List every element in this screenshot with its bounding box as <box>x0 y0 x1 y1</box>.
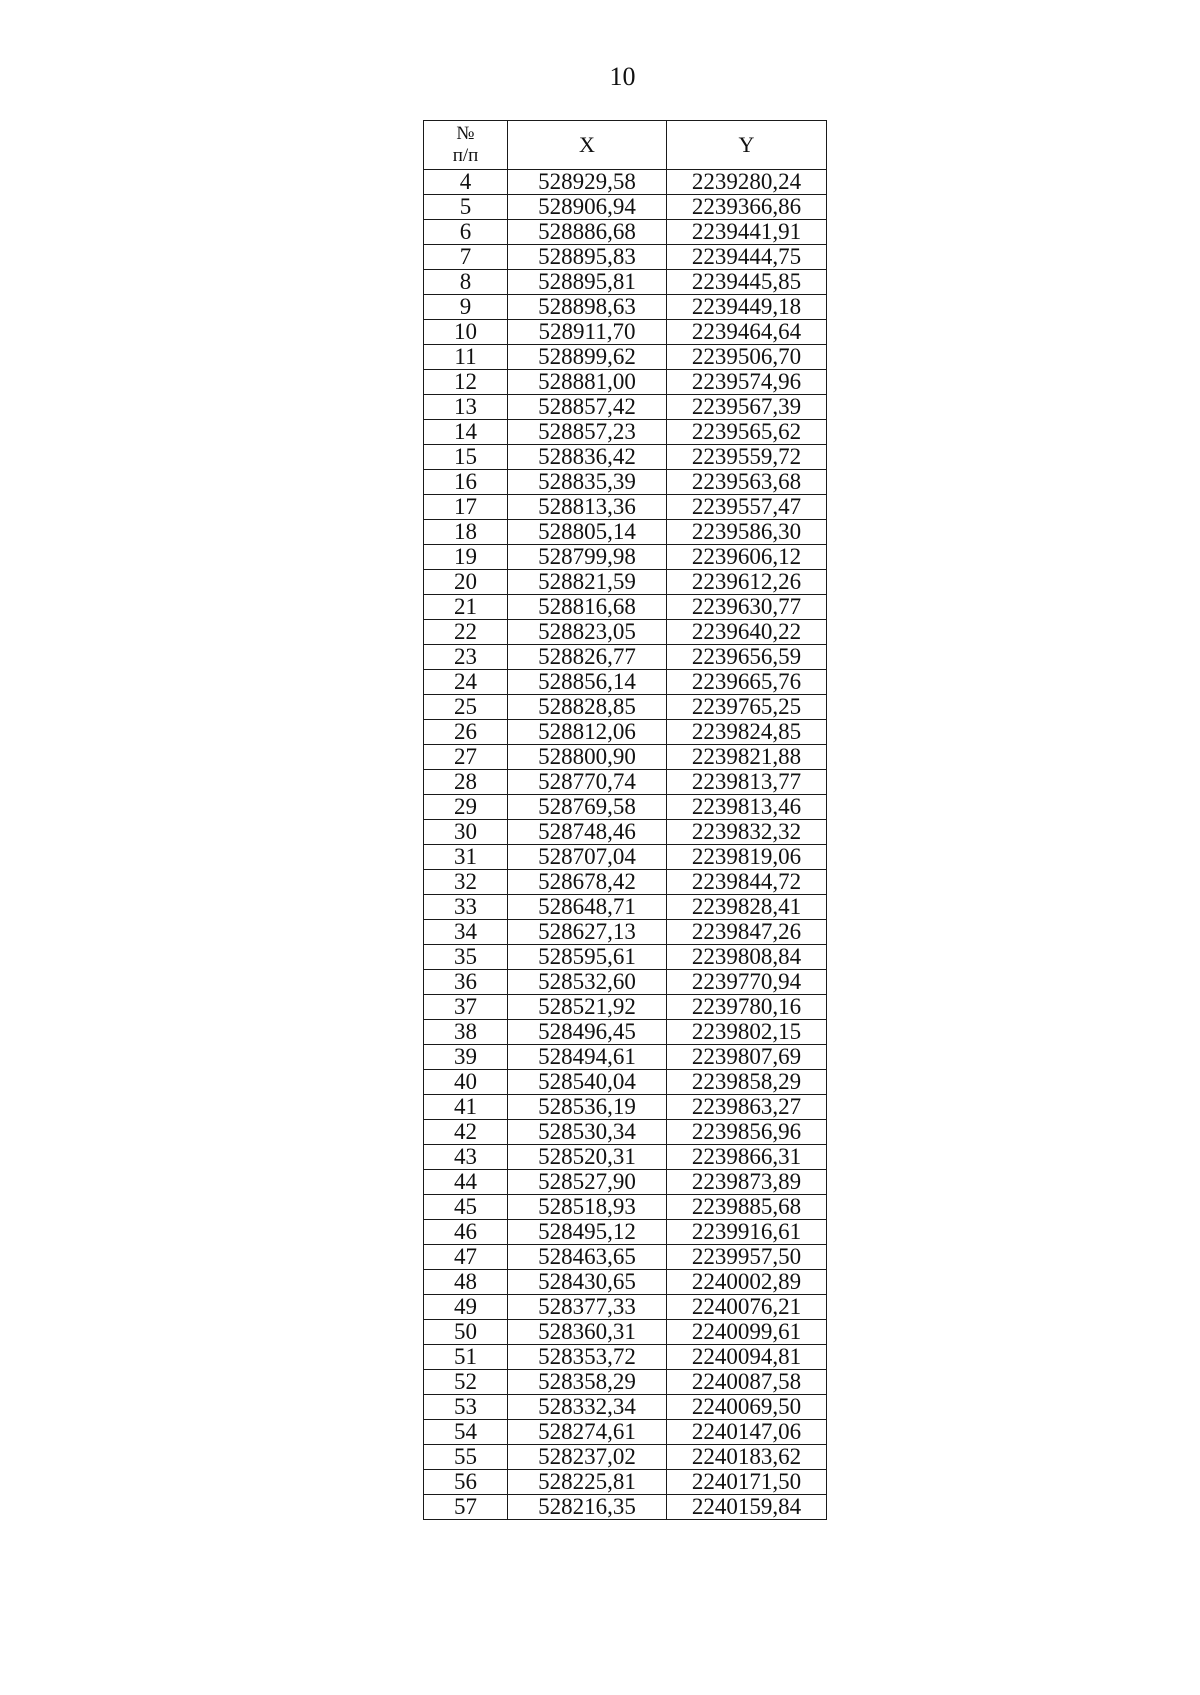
y-coordinate-cell: 2239464,64 <box>667 320 827 345</box>
table-row <box>424 370 827 395</box>
table-row <box>424 1095 827 1120</box>
y-coordinate-cell: 2239916,61 <box>667 1220 827 1245</box>
table-row <box>424 920 827 945</box>
row-number-cell: 50 <box>424 1320 508 1345</box>
y-coordinate-cell: 2239807,69 <box>667 1045 827 1070</box>
row-number-cell: 14 <box>424 420 508 445</box>
x-coordinate-cell: 528496,45 <box>508 1020 667 1045</box>
table-row <box>424 545 827 570</box>
table-header <box>424 121 827 170</box>
x-coordinate-cell: 528886,68 <box>508 220 667 245</box>
header-number <box>424 121 508 170</box>
x-coordinate-cell: 528540,04 <box>508 1070 667 1095</box>
row-number-cell: 42 <box>424 1120 508 1145</box>
table-row <box>424 470 827 495</box>
row-number-cell: 49 <box>424 1295 508 1320</box>
x-coordinate-cell: 528536,19 <box>508 1095 667 1120</box>
y-coordinate-cell: 2239813,77 <box>667 770 827 795</box>
row-number-cell: 23 <box>424 645 508 670</box>
row-number-cell: 47 <box>424 1245 508 1270</box>
header-number-abbr: п/п <box>452 145 479 166</box>
table-row <box>424 395 827 420</box>
table-row <box>424 995 827 1020</box>
x-coordinate-cell: 528748,46 <box>508 820 667 845</box>
row-number-cell: 6 <box>424 220 508 245</box>
table-row <box>424 1295 827 1320</box>
x-coordinate-cell: 528360,31 <box>508 1320 667 1345</box>
x-coordinate-cell: 528805,14 <box>508 520 667 545</box>
x-coordinate-cell: 528518,93 <box>508 1195 667 1220</box>
y-coordinate-cell: 2240147,06 <box>667 1420 827 1445</box>
x-coordinate-cell: 528495,12 <box>508 1220 667 1245</box>
table-row <box>424 420 827 445</box>
table-row <box>424 1070 827 1095</box>
x-coordinate-cell: 528857,42 <box>508 395 667 420</box>
y-coordinate-cell: 2239808,84 <box>667 945 827 970</box>
table-row <box>424 570 827 595</box>
row-number-cell: 36 <box>424 970 508 995</box>
table-row <box>424 1020 827 1045</box>
row-number-cell: 18 <box>424 520 508 545</box>
table-row <box>424 945 827 970</box>
table-row <box>424 495 827 520</box>
table-row <box>424 1495 827 1520</box>
table-row <box>424 1145 827 1170</box>
table-row <box>424 1345 827 1370</box>
y-coordinate-cell: 2239366,86 <box>667 195 827 220</box>
row-number-cell: 5 <box>424 195 508 220</box>
row-number-cell: 12 <box>424 370 508 395</box>
y-coordinate-cell: 2239640,22 <box>667 620 827 645</box>
row-number-cell: 11 <box>424 345 508 370</box>
table-row <box>424 745 827 770</box>
x-coordinate-cell: 528527,90 <box>508 1170 667 1195</box>
row-number-cell: 52 <box>424 1370 508 1395</box>
y-coordinate-cell: 2239819,06 <box>667 845 827 870</box>
x-coordinate-cell: 528799,98 <box>508 545 667 570</box>
x-coordinate-cell: 528929,58 <box>508 170 667 195</box>
y-coordinate-cell: 2239441,91 <box>667 220 827 245</box>
row-number-cell: 53 <box>424 1395 508 1420</box>
x-coordinate-cell: 528494,61 <box>508 1045 667 1070</box>
row-number-cell: 43 <box>424 1145 508 1170</box>
table-row <box>424 295 827 320</box>
x-coordinate-cell: 528812,06 <box>508 720 667 745</box>
x-coordinate-cell: 528835,39 <box>508 470 667 495</box>
x-coordinate-cell: 528895,83 <box>508 245 667 270</box>
y-coordinate-cell: 2239821,88 <box>667 745 827 770</box>
y-coordinate-cell: 2239563,68 <box>667 470 827 495</box>
x-coordinate-cell: 528826,77 <box>508 645 667 670</box>
y-coordinate-cell: 2240069,50 <box>667 1395 827 1420</box>
table-row <box>424 1420 827 1445</box>
y-coordinate-cell: 2239847,26 <box>667 920 827 945</box>
row-number-cell: 45 <box>424 1195 508 1220</box>
table-row <box>424 1395 827 1420</box>
x-coordinate-cell: 528707,04 <box>508 845 667 870</box>
x-coordinate-cell: 528274,61 <box>508 1420 667 1445</box>
x-coordinate-cell: 528463,65 <box>508 1245 667 1270</box>
header-y: Y <box>667 121 827 170</box>
x-coordinate-cell: 528816,68 <box>508 595 667 620</box>
row-number-cell: 16 <box>424 470 508 495</box>
row-number-cell: 4 <box>424 170 508 195</box>
x-coordinate-cell: 528813,36 <box>508 495 667 520</box>
x-coordinate-cell: 528800,90 <box>508 745 667 770</box>
table-row <box>424 870 827 895</box>
row-number-cell: 33 <box>424 895 508 920</box>
y-coordinate-cell: 2240094,81 <box>667 1345 827 1370</box>
table-row <box>424 720 827 745</box>
x-coordinate-cell: 528881,00 <box>508 370 667 395</box>
row-number-cell: 46 <box>424 1220 508 1245</box>
y-coordinate-cell: 2239559,72 <box>667 445 827 470</box>
row-number-cell: 51 <box>424 1345 508 1370</box>
y-coordinate-cell: 2240171,50 <box>667 1470 827 1495</box>
x-coordinate-cell: 528911,70 <box>508 320 667 345</box>
x-coordinate-cell: 528906,94 <box>508 195 667 220</box>
table-row <box>424 1170 827 1195</box>
header-row <box>424 121 827 170</box>
row-number-cell: 13 <box>424 395 508 420</box>
y-coordinate-cell: 2239863,27 <box>667 1095 827 1120</box>
header-number-sign: № <box>456 123 475 144</box>
row-number-cell: 15 <box>424 445 508 470</box>
row-number-cell: 41 <box>424 1095 508 1120</box>
x-coordinate-cell: 528770,74 <box>508 770 667 795</box>
row-number-cell: 25 <box>424 695 508 720</box>
page-number: 10 <box>609 62 636 91</box>
y-coordinate-cell: 2240099,61 <box>667 1320 827 1345</box>
y-coordinate-cell: 2239844,72 <box>667 870 827 895</box>
table-row <box>424 1220 827 1245</box>
table-row <box>424 620 827 645</box>
x-coordinate-cell: 528823,05 <box>508 620 667 645</box>
x-coordinate-cell: 528430,65 <box>508 1270 667 1295</box>
y-coordinate-cell: 2240087,58 <box>667 1370 827 1395</box>
y-coordinate-cell: 2239813,46 <box>667 795 827 820</box>
table-row <box>424 1320 827 1345</box>
table-row <box>424 645 827 670</box>
row-number-cell: 7 <box>424 245 508 270</box>
table-row <box>424 970 827 995</box>
y-coordinate-cell: 2239445,85 <box>667 270 827 295</box>
table-row <box>424 1195 827 1220</box>
x-coordinate-cell: 528353,72 <box>508 1345 667 1370</box>
y-coordinate-cell: 2239885,68 <box>667 1195 827 1220</box>
table-row <box>424 820 827 845</box>
x-coordinate-cell: 528836,42 <box>508 445 667 470</box>
x-coordinate-cell: 528769,58 <box>508 795 667 820</box>
header-x: X <box>508 121 667 170</box>
y-coordinate-cell: 2239873,89 <box>667 1170 827 1195</box>
y-coordinate-cell: 2240076,21 <box>667 1295 827 1320</box>
row-number-cell: 20 <box>424 570 508 595</box>
x-coordinate-cell: 528237,02 <box>508 1445 667 1470</box>
table-row <box>424 1245 827 1270</box>
row-number-cell: 55 <box>424 1445 508 1470</box>
table-row <box>424 320 827 345</box>
x-coordinate-cell: 528828,85 <box>508 695 667 720</box>
x-coordinate-cell: 528521,92 <box>508 995 667 1020</box>
y-coordinate-cell: 2239656,59 <box>667 645 827 670</box>
table-row <box>424 345 827 370</box>
coordinates-table <box>423 120 827 1520</box>
table-row <box>424 1445 827 1470</box>
y-coordinate-cell: 2239802,15 <box>667 1020 827 1045</box>
row-number-cell: 10 <box>424 320 508 345</box>
table-row <box>424 845 827 870</box>
table-row <box>424 770 827 795</box>
x-coordinate-cell: 528358,29 <box>508 1370 667 1395</box>
y-coordinate-cell: 2239606,12 <box>667 545 827 570</box>
y-coordinate-cell: 2239557,47 <box>667 495 827 520</box>
row-number-cell: 39 <box>424 1045 508 1070</box>
x-coordinate-cell: 528532,60 <box>508 970 667 995</box>
row-number-cell: 30 <box>424 820 508 845</box>
table-row <box>424 1370 827 1395</box>
x-coordinate-cell: 528627,13 <box>508 920 667 945</box>
y-coordinate-cell: 2239957,50 <box>667 1245 827 1270</box>
table-body <box>424 170 827 1520</box>
y-coordinate-cell: 2239780,16 <box>667 995 827 1020</box>
x-coordinate-cell: 528520,31 <box>508 1145 667 1170</box>
row-number-cell: 19 <box>424 545 508 570</box>
x-coordinate-cell: 528678,42 <box>508 870 667 895</box>
table-row <box>424 170 827 195</box>
row-number-cell: 28 <box>424 770 508 795</box>
row-number-cell: 27 <box>424 745 508 770</box>
row-number-cell: 8 <box>424 270 508 295</box>
y-coordinate-cell: 2239665,76 <box>667 670 827 695</box>
row-number-cell: 38 <box>424 1020 508 1045</box>
x-coordinate-cell: 528821,59 <box>508 570 667 595</box>
y-coordinate-cell: 2239612,26 <box>667 570 827 595</box>
table-row <box>424 195 827 220</box>
x-coordinate-cell: 528225,81 <box>508 1470 667 1495</box>
row-number-cell: 48 <box>424 1270 508 1295</box>
table-row <box>424 270 827 295</box>
table-row <box>424 695 827 720</box>
row-number-cell: 34 <box>424 920 508 945</box>
table-row <box>424 445 827 470</box>
y-coordinate-cell: 2240002,89 <box>667 1270 827 1295</box>
table-row <box>424 670 827 695</box>
row-number-cell: 57 <box>424 1495 508 1520</box>
x-coordinate-cell: 528530,34 <box>508 1120 667 1145</box>
table-row <box>424 220 827 245</box>
x-coordinate-cell: 528898,63 <box>508 295 667 320</box>
row-number-cell: 9 <box>424 295 508 320</box>
row-number-cell: 44 <box>424 1170 508 1195</box>
row-number-cell: 56 <box>424 1470 508 1495</box>
table-row <box>424 1470 827 1495</box>
y-coordinate-cell: 2239770,94 <box>667 970 827 995</box>
row-number-cell: 35 <box>424 945 508 970</box>
x-coordinate-cell: 528857,23 <box>508 420 667 445</box>
x-coordinate-cell: 528895,81 <box>508 270 667 295</box>
row-number-cell: 32 <box>424 870 508 895</box>
row-number-cell: 40 <box>424 1070 508 1095</box>
x-coordinate-cell: 528595,61 <box>508 945 667 970</box>
row-number-cell: 31 <box>424 845 508 870</box>
x-coordinate-cell: 528899,62 <box>508 345 667 370</box>
row-number-cell: 54 <box>424 1420 508 1445</box>
y-coordinate-cell: 2239280,24 <box>667 170 827 195</box>
y-coordinate-cell: 2239565,62 <box>667 420 827 445</box>
x-coordinate-cell: 528856,14 <box>508 670 667 695</box>
row-number-cell: 22 <box>424 620 508 645</box>
row-number-cell: 24 <box>424 670 508 695</box>
row-number-cell: 29 <box>424 795 508 820</box>
y-coordinate-cell: 2239765,25 <box>667 695 827 720</box>
table-row <box>424 520 827 545</box>
y-coordinate-cell: 2239444,75 <box>667 245 827 270</box>
y-coordinate-cell: 2240183,62 <box>667 1445 827 1470</box>
table-row <box>424 895 827 920</box>
table-row <box>424 1270 827 1295</box>
row-number-cell: 17 <box>424 495 508 520</box>
row-number-cell: 37 <box>424 995 508 1020</box>
y-coordinate-cell: 2239506,70 <box>667 345 827 370</box>
table-row <box>424 1120 827 1145</box>
y-coordinate-cell: 2239824,85 <box>667 720 827 745</box>
y-coordinate-cell: 2239630,77 <box>667 595 827 620</box>
x-coordinate-cell: 528377,33 <box>508 1295 667 1320</box>
y-coordinate-cell: 2239567,39 <box>667 395 827 420</box>
y-coordinate-cell: 2239858,29 <box>667 1070 827 1095</box>
table-row <box>424 1045 827 1070</box>
y-coordinate-cell: 2239856,96 <box>667 1120 827 1145</box>
x-coordinate-cell: 528648,71 <box>508 895 667 920</box>
y-coordinate-cell: 2240159,84 <box>667 1495 827 1520</box>
y-coordinate-cell: 2239828,41 <box>667 895 827 920</box>
row-number-cell: 26 <box>424 720 508 745</box>
y-coordinate-cell: 2239449,18 <box>667 295 827 320</box>
table-row <box>424 595 827 620</box>
table-row <box>424 245 827 270</box>
y-coordinate-cell: 2239866,31 <box>667 1145 827 1170</box>
x-coordinate-cell: 528216,35 <box>508 1495 667 1520</box>
row-number-cell: 21 <box>424 595 508 620</box>
y-coordinate-cell: 2239832,32 <box>667 820 827 845</box>
y-coordinate-cell: 2239574,96 <box>667 370 827 395</box>
x-coordinate-cell: 528332,34 <box>508 1395 667 1420</box>
y-coordinate-cell: 2239586,30 <box>667 520 827 545</box>
table-row <box>424 795 827 820</box>
